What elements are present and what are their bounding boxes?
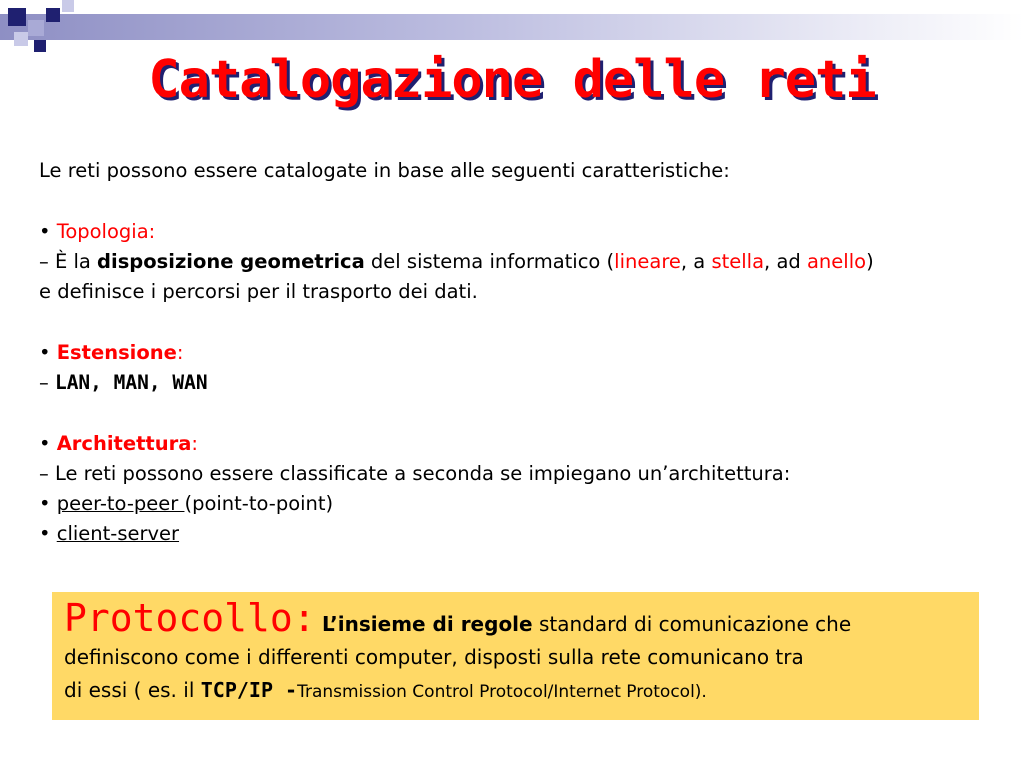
bullet: • xyxy=(39,492,51,515)
extension-colon: : xyxy=(176,341,184,364)
topology-sep1: , a xyxy=(680,250,712,273)
topology-type-stella: stella xyxy=(711,250,765,273)
architecture-item-peer xyxy=(39,489,1024,519)
architecture-colon: : xyxy=(191,432,198,455)
protocol-line3-start: di essi ( es. il xyxy=(64,678,201,702)
decor-square-lavender-2 xyxy=(14,32,28,46)
decor-square-lavender-1 xyxy=(28,20,44,36)
protocol-definition-bold: L’insieme di regole xyxy=(322,612,533,636)
tcpip-label: TCP/IP - xyxy=(200,678,298,702)
topology-heading xyxy=(39,217,1024,247)
topology-colon: : xyxy=(148,220,156,243)
topology-description-line2: e definisce i percorsi per il trasporto dei dati. xyxy=(39,280,478,303)
extension-heading xyxy=(39,338,1024,368)
extension-values-line xyxy=(39,368,1024,398)
protocol-definition-rest: standard di comunicazione che xyxy=(532,612,852,636)
peer-to-peer-note: (point-to-point) xyxy=(184,492,334,515)
topology-type-anello: anello xyxy=(806,250,867,273)
intro-text: Le reti possono essere catalogate in base alle seguenti caratteristiche: xyxy=(39,159,730,182)
slide-title: Catalogazione delle reti xyxy=(148,50,876,110)
architecture-item-client xyxy=(39,519,1024,549)
protocol-definition-box xyxy=(52,592,979,720)
extension-values: LAN, MAN, WAN xyxy=(54,371,208,394)
extension-dash: – xyxy=(39,371,55,394)
peer-to-peer-link[interactable]: peer-to-peer xyxy=(56,492,185,515)
protocol-term: Protocollo: xyxy=(64,596,316,640)
architecture-description: – Le reti possono essere classificate a seconda se impiegano un’architettura: xyxy=(39,462,791,485)
topology-mid: del sistema informatico ( xyxy=(364,250,615,273)
extension-label: Estensione xyxy=(56,341,177,364)
protocol-line-1 xyxy=(64,596,852,641)
protocol-line-2: definiscono come i differenti computer, disposti sulla rete comunicano tra xyxy=(64,645,804,669)
architecture-label: Architettura xyxy=(56,432,192,455)
header-gradient-bar xyxy=(0,14,1024,40)
bullet: • xyxy=(39,220,51,243)
topology-description xyxy=(39,247,1024,277)
topology-dash: – È la xyxy=(39,250,98,273)
protocol-definition-text xyxy=(64,596,852,709)
bullet: • xyxy=(39,341,51,364)
architecture-heading xyxy=(39,429,1024,459)
topology-label: Topologia xyxy=(56,220,149,243)
protocol-line-3 xyxy=(64,674,851,709)
topology-sep2: , ad xyxy=(764,250,807,273)
decor-square-navy-2 xyxy=(46,8,60,22)
slide-body xyxy=(39,156,1024,549)
topology-emphasis: disposizione geometrica xyxy=(97,250,365,273)
bullet: • xyxy=(39,432,51,455)
topology-type-lineare: lineare xyxy=(614,250,681,273)
bullet: • xyxy=(39,522,51,545)
decor-square-navy-1 xyxy=(8,8,26,26)
tcpip-expansion: Transmission Control Protocol/Internet Protocol). xyxy=(297,682,707,702)
decor-square-lavender-3 xyxy=(62,0,74,12)
topology-close: ) xyxy=(866,250,874,273)
client-server-link[interactable]: client-server xyxy=(56,522,180,545)
